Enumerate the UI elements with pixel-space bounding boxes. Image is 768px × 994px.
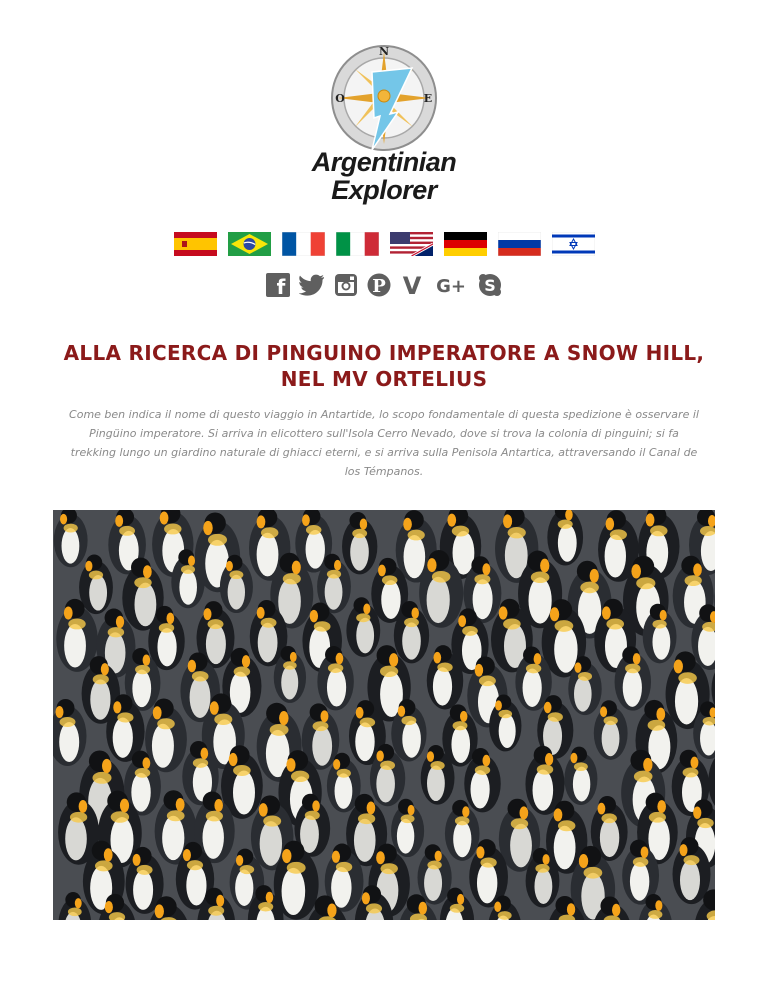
vimeo-icon[interactable]: [400, 272, 424, 298]
google-plus-icon[interactable]: [433, 272, 469, 298]
language-selector: [0, 232, 768, 256]
page-title: ALLA RICERCA DI PINGUINO IMPERATORE A SNOW HILL, NEL MV ORTELIUS: [63, 341, 705, 391]
language-italian-flag[interactable]: [336, 232, 379, 256]
brand-line-1: Argentinian: [311, 147, 457, 177]
svg-text:V: V: [402, 273, 422, 297]
social-links: [0, 272, 768, 298]
svg-text:f: f: [276, 275, 286, 297]
compass-east-letter: E: [423, 92, 433, 105]
language-german-flag[interactable]: [444, 232, 487, 256]
compass-west-letter: O: [335, 92, 345, 105]
skype-icon[interactable]: [478, 272, 502, 298]
compass-rose-logo: [328, 42, 440, 154]
svg-text:P: P: [372, 276, 386, 297]
compass-north-letter: N: [378, 45, 390, 58]
svg-text:S: S: [484, 276, 496, 295]
brand-line-2: Explorer: [331, 175, 437, 205]
brand-name[interactable]: [0, 148, 768, 204]
penguin-colony-photo: [53, 510, 715, 920]
language-portuguese-flag[interactable]: [228, 232, 271, 256]
article-intro: Come ben indica il nome di questo viaggio in Antartide, lo scopo fondamentale di questa spedizione è osservare il Pingüino imperatore. Si arriva in elicottero sull'Isola Cerro Nevado, dove si trova la colonia di pinguini; si fa trekking lungo un giardino naturale di ghiacci eterni, e si arriva sulla Penisola Antartica, attraversando il Canal de los Témpanos.: [69, 408, 699, 478]
facebook-icon[interactable]: [266, 272, 290, 298]
pinterest-icon[interactable]: [367, 272, 391, 298]
language-russian-flag[interactable]: [498, 232, 541, 256]
language-french-flag[interactable]: [282, 232, 325, 256]
svg-text:G+: G+: [436, 276, 466, 297]
language-hebrew-flag[interactable]: [552, 232, 595, 256]
instagram-icon[interactable]: [334, 272, 358, 298]
language-english-flag[interactable]: [390, 232, 433, 256]
language-spanish-flag[interactable]: [174, 232, 217, 256]
twitter-icon[interactable]: [299, 272, 325, 298]
site-logo[interactable]: [0, 42, 768, 154]
